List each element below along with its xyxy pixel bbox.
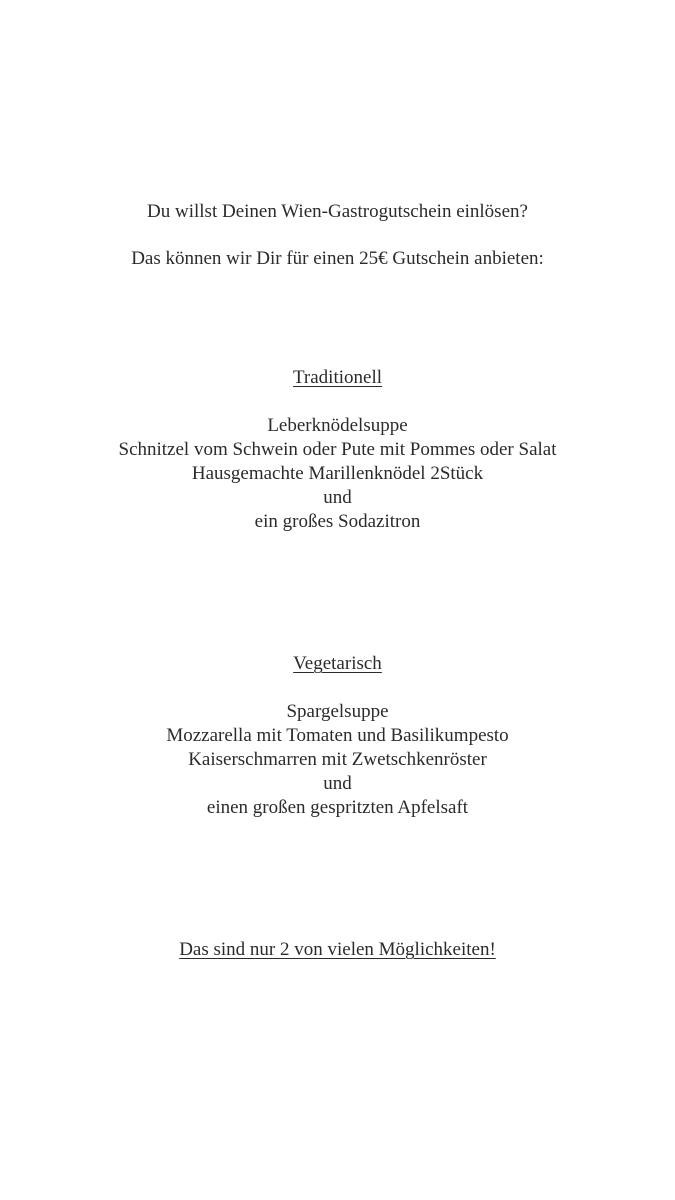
- vegetarian-heading: Vegetarisch: [293, 653, 382, 674]
- vegetarian-item-dessert: Kaiserschmarren mit Zwetschkenröster: [188, 749, 487, 770]
- intro-offer: Das können wir Dir für einen 25€ Gutschein anbieten:: [131, 248, 544, 269]
- traditional-item-main: Schnitzel vom Schwein oder Pute mit Pommes oder Salat: [118, 439, 557, 460]
- vegetarian-item-drink: einen großen gespritzten Apfelsaft: [206, 797, 469, 818]
- vegetarian-item-soup: Spargelsuppe: [286, 701, 389, 722]
- vegetarian-item-and: und: [323, 773, 352, 794]
- traditional-item-soup: Leberknödelsuppe: [267, 415, 408, 436]
- traditional-item-dessert: Hausgemachte Marillenknödel 2Stück: [191, 463, 484, 484]
- footer-note: Das sind nur 2 von vielen Möglichkeiten!: [179, 939, 496, 960]
- traditional-heading: Traditionell: [292, 367, 383, 388]
- vegetarian-item-main: Mozzarella mit Tomaten und Basilikumpesto: [166, 725, 509, 746]
- intro-question: Du willst Deinen Wien-Gastrogutschein einlösen?: [147, 201, 528, 222]
- traditional-item-and: und: [323, 487, 352, 508]
- traditional-item-drink: ein großes Sodazitron: [254, 511, 421, 532]
